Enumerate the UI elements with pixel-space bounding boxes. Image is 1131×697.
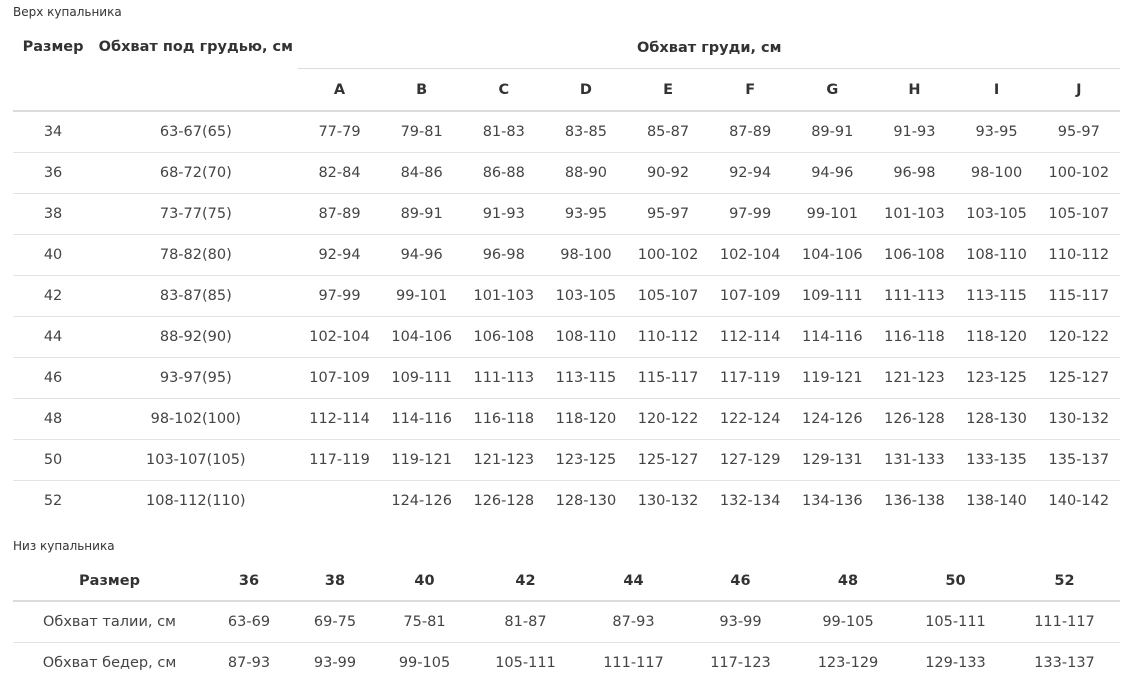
bust-cell: 101-103 bbox=[463, 275, 545, 316]
measure-cell: 117-123 bbox=[687, 642, 794, 683]
size-cell: 48 bbox=[13, 398, 93, 439]
bust-cell: 77-79 bbox=[318, 123, 361, 140]
bust-cell: 108-110 bbox=[545, 316, 627, 357]
bust-cell: 124-126 bbox=[381, 480, 463, 521]
measure-cell: 87-93 bbox=[612, 613, 655, 630]
underbust-cell: 68-72(70) bbox=[93, 152, 298, 193]
header-cup-g: G bbox=[791, 69, 873, 112]
bust-cell: 140-142 bbox=[1038, 480, 1120, 521]
bust-cell bbox=[298, 480, 380, 521]
bust-cell: 118-120 bbox=[545, 398, 627, 439]
bust-cell: 81-83 bbox=[482, 123, 525, 140]
bust-cell: 87-89 bbox=[729, 123, 772, 140]
size-cell: 42 bbox=[13, 275, 93, 316]
bottom-section-title: Низ купальника bbox=[13, 539, 115, 553]
measure-cell: 133-137 bbox=[1009, 642, 1120, 683]
bust-cell: 98-100 bbox=[955, 152, 1037, 193]
bust-cell: 92-94 bbox=[298, 234, 380, 275]
bottom-header-size-38: 38 bbox=[292, 561, 378, 601]
bust-cell: 117-119 bbox=[298, 439, 380, 480]
measure-cell: 75-81 bbox=[403, 613, 446, 630]
bottom-header-size-36: 36 bbox=[206, 561, 292, 601]
bust-cell: 118-120 bbox=[955, 316, 1037, 357]
bust-cell: 83-85 bbox=[564, 123, 607, 140]
bottom-size-table bbox=[13, 561, 1120, 683]
bust-cell: 121-123 bbox=[873, 357, 955, 398]
bottom-header-size-40: 40 bbox=[378, 561, 471, 601]
underbust-cell: 108-112(110) bbox=[93, 480, 298, 521]
bust-cell: 109-111 bbox=[791, 275, 873, 316]
bust-cell: 138-140 bbox=[955, 480, 1037, 521]
bust-cell: 85-87 bbox=[646, 123, 690, 140]
table-row bbox=[13, 193, 1120, 234]
bust-cell: 100-102 bbox=[1038, 152, 1120, 193]
bust-cell: 109-111 bbox=[381, 357, 463, 398]
bust-cell: 132-134 bbox=[709, 480, 791, 521]
bust-cell: 89-91 bbox=[381, 193, 463, 234]
bust-cell: 103-105 bbox=[955, 193, 1037, 234]
measure-cell: 123-129 bbox=[794, 642, 902, 683]
bust-cell: 135-137 bbox=[1038, 439, 1120, 480]
top-size-table bbox=[13, 28, 1120, 521]
bottom-header-size: Размер bbox=[13, 561, 206, 601]
bust-cell: 99-101 bbox=[791, 193, 873, 234]
bust-cell: 123-125 bbox=[545, 439, 627, 480]
bust-cell: 112-114 bbox=[709, 316, 791, 357]
bust-cell: 115-117 bbox=[1038, 275, 1120, 316]
bust-cell: 125-127 bbox=[1038, 357, 1120, 398]
bust-cell: 103-105 bbox=[545, 275, 627, 316]
bottom-header-size-50: 50 bbox=[902, 561, 1009, 601]
measure-cell: 111-117 bbox=[1034, 613, 1095, 630]
header-cup-c: C bbox=[463, 69, 545, 112]
bust-cell: 126-128 bbox=[463, 480, 545, 521]
bust-cell: 94-96 bbox=[381, 234, 463, 275]
header-cup-j: J bbox=[1038, 69, 1120, 112]
bust-cell: 124-126 bbox=[791, 398, 873, 439]
bottom-header-size-52: 52 bbox=[1009, 561, 1120, 601]
size-cell: 38 bbox=[13, 193, 93, 234]
measure-cell: 105-111 bbox=[925, 613, 986, 630]
bust-cell: 82-84 bbox=[298, 152, 380, 193]
bust-cell: 114-116 bbox=[381, 398, 463, 439]
bust-cell: 106-108 bbox=[463, 316, 545, 357]
header-cup-f: F bbox=[709, 69, 791, 112]
bust-cell: 134-136 bbox=[791, 480, 873, 521]
underbust-cell: 88-92(90) bbox=[93, 316, 298, 357]
bust-cell: 95-97 bbox=[627, 193, 709, 234]
table-row bbox=[13, 234, 1120, 275]
measure-label: Обхват талии, см bbox=[43, 613, 176, 630]
bust-cell: 133-135 bbox=[955, 439, 1037, 480]
measure-cell: 87-93 bbox=[206, 642, 292, 683]
bust-cell: 102-104 bbox=[709, 234, 791, 275]
header-bust: Обхват груди, см bbox=[298, 28, 1120, 69]
bust-cell: 91-93 bbox=[463, 193, 545, 234]
bust-cell: 87-89 bbox=[298, 193, 380, 234]
bust-cell: 105-107 bbox=[627, 275, 709, 316]
measure-cell: 93-99 bbox=[292, 642, 378, 683]
measure-cell: 63-69 bbox=[227, 613, 271, 630]
table-row bbox=[13, 357, 1120, 398]
size-cell: 34 bbox=[43, 123, 63, 140]
bust-cell: 128-130 bbox=[545, 480, 627, 521]
size-cell: 50 bbox=[13, 439, 93, 480]
underbust-cell: 78-82(80) bbox=[93, 234, 298, 275]
bust-cell: 117-119 bbox=[709, 357, 791, 398]
bust-cell: 100-102 bbox=[627, 234, 709, 275]
bust-cell: 101-103 bbox=[873, 193, 955, 234]
measure-cell: 105-111 bbox=[471, 642, 580, 683]
bust-cell: 95-97 bbox=[1057, 123, 1100, 140]
bust-cell: 91-93 bbox=[893, 123, 936, 140]
table-row bbox=[13, 642, 1120, 683]
underbust-cell: 98-102(100) bbox=[93, 398, 298, 439]
bust-cell: 130-132 bbox=[1038, 398, 1120, 439]
bust-cell: 102-104 bbox=[298, 316, 380, 357]
underbust-cell: 63-67(65) bbox=[159, 123, 232, 140]
bust-cell: 130-132 bbox=[627, 480, 709, 521]
bust-cell: 84-86 bbox=[381, 152, 463, 193]
bust-cell: 111-113 bbox=[463, 357, 545, 398]
header-underbust: Обхват под грудью, см bbox=[93, 28, 298, 111]
header-cup-b: B bbox=[381, 69, 463, 112]
bust-cell: 128-130 bbox=[955, 398, 1037, 439]
bust-cell: 125-127 bbox=[627, 439, 709, 480]
measure-cell: 99-105 bbox=[822, 613, 874, 630]
underbust-cell: 93-97(95) bbox=[93, 357, 298, 398]
table-row bbox=[13, 601, 1120, 642]
bust-cell: 122-124 bbox=[709, 398, 791, 439]
measure-cell: 93-99 bbox=[719, 613, 762, 630]
bust-cell: 108-110 bbox=[955, 234, 1037, 275]
bust-cell: 116-118 bbox=[463, 398, 545, 439]
size-cell: 36 bbox=[13, 152, 93, 193]
bust-cell: 86-88 bbox=[463, 152, 545, 193]
bust-cell: 96-98 bbox=[463, 234, 545, 275]
bust-cell: 98-100 bbox=[545, 234, 627, 275]
bust-cell: 104-106 bbox=[791, 234, 873, 275]
header-cup-i: I bbox=[955, 69, 1037, 112]
header-cup-h: H bbox=[873, 69, 955, 112]
measure-cell: 69-75 bbox=[313, 613, 357, 630]
measure-label: Обхват бедер, см bbox=[13, 642, 206, 683]
bust-cell: 114-116 bbox=[791, 316, 873, 357]
size-cell: 46 bbox=[13, 357, 93, 398]
table-row bbox=[13, 316, 1120, 357]
bust-cell: 116-118 bbox=[873, 316, 955, 357]
bust-cell: 113-115 bbox=[955, 275, 1037, 316]
table-row bbox=[13, 275, 1120, 316]
bust-cell: 129-131 bbox=[791, 439, 873, 480]
bust-cell: 120-122 bbox=[627, 398, 709, 439]
bottom-header-size-42: 42 bbox=[471, 561, 580, 601]
header-cup-a: A bbox=[298, 69, 380, 112]
bust-cell: 113-115 bbox=[545, 357, 627, 398]
header-cup-e: E bbox=[627, 69, 709, 112]
size-cell: 44 bbox=[13, 316, 93, 357]
bust-cell: 105-107 bbox=[1038, 193, 1120, 234]
bust-cell: 92-94 bbox=[709, 152, 791, 193]
underbust-cell: 83-87(85) bbox=[93, 275, 298, 316]
table-row bbox=[13, 439, 1120, 480]
bust-cell: 97-99 bbox=[709, 193, 791, 234]
table-row bbox=[13, 480, 1120, 521]
bust-cell: 110-112 bbox=[1038, 234, 1120, 275]
bust-cell: 136-138 bbox=[873, 480, 955, 521]
bust-cell: 79-81 bbox=[400, 123, 443, 140]
top-section-title: Верх купальника bbox=[13, 5, 122, 19]
underbust-cell: 73-77(75) bbox=[93, 193, 298, 234]
bust-cell: 123-125 bbox=[955, 357, 1037, 398]
measure-cell: 111-117 bbox=[580, 642, 687, 683]
measure-cell: 99-105 bbox=[378, 642, 471, 683]
header-cup-d: D bbox=[545, 69, 627, 112]
size-cell: 40 bbox=[13, 234, 93, 275]
bust-cell: 90-92 bbox=[627, 152, 709, 193]
bottom-header-size-44: 44 bbox=[580, 561, 687, 601]
bust-cell: 89-91 bbox=[811, 123, 854, 140]
bust-cell: 88-90 bbox=[545, 152, 627, 193]
table-row bbox=[13, 152, 1120, 193]
measure-cell: 81-87 bbox=[504, 613, 547, 630]
bust-cell: 99-101 bbox=[381, 275, 463, 316]
size-cell: 52 bbox=[13, 480, 93, 521]
bust-cell: 112-114 bbox=[298, 398, 380, 439]
bust-cell: 106-108 bbox=[873, 234, 955, 275]
bust-cell: 131-133 bbox=[873, 439, 955, 480]
bust-cell: 104-106 bbox=[381, 316, 463, 357]
bust-cell: 110-112 bbox=[627, 316, 709, 357]
bust-cell: 96-98 bbox=[873, 152, 955, 193]
bust-cell: 127-129 bbox=[709, 439, 791, 480]
bust-cell: 94-96 bbox=[791, 152, 873, 193]
bust-cell: 93-95 bbox=[545, 193, 627, 234]
bust-cell: 93-95 bbox=[975, 123, 1018, 140]
bottom-header-size-48: 48 bbox=[794, 561, 902, 601]
table-row bbox=[13, 398, 1120, 439]
table-row bbox=[13, 111, 1120, 152]
header-size: Размер bbox=[13, 28, 93, 111]
measure-cell: 129-133 bbox=[902, 642, 1009, 683]
bust-cell: 97-99 bbox=[298, 275, 380, 316]
bust-cell: 119-121 bbox=[791, 357, 873, 398]
bust-cell: 119-121 bbox=[381, 439, 463, 480]
bust-cell: 115-117 bbox=[627, 357, 709, 398]
bust-cell: 107-109 bbox=[298, 357, 380, 398]
bust-cell: 111-113 bbox=[873, 275, 955, 316]
bust-cell: 120-122 bbox=[1038, 316, 1120, 357]
bust-cell: 126-128 bbox=[873, 398, 955, 439]
bust-cell: 107-109 bbox=[709, 275, 791, 316]
underbust-cell: 103-107(105) bbox=[93, 439, 298, 480]
bottom-header-size-46: 46 bbox=[687, 561, 794, 601]
bust-cell: 121-123 bbox=[463, 439, 545, 480]
